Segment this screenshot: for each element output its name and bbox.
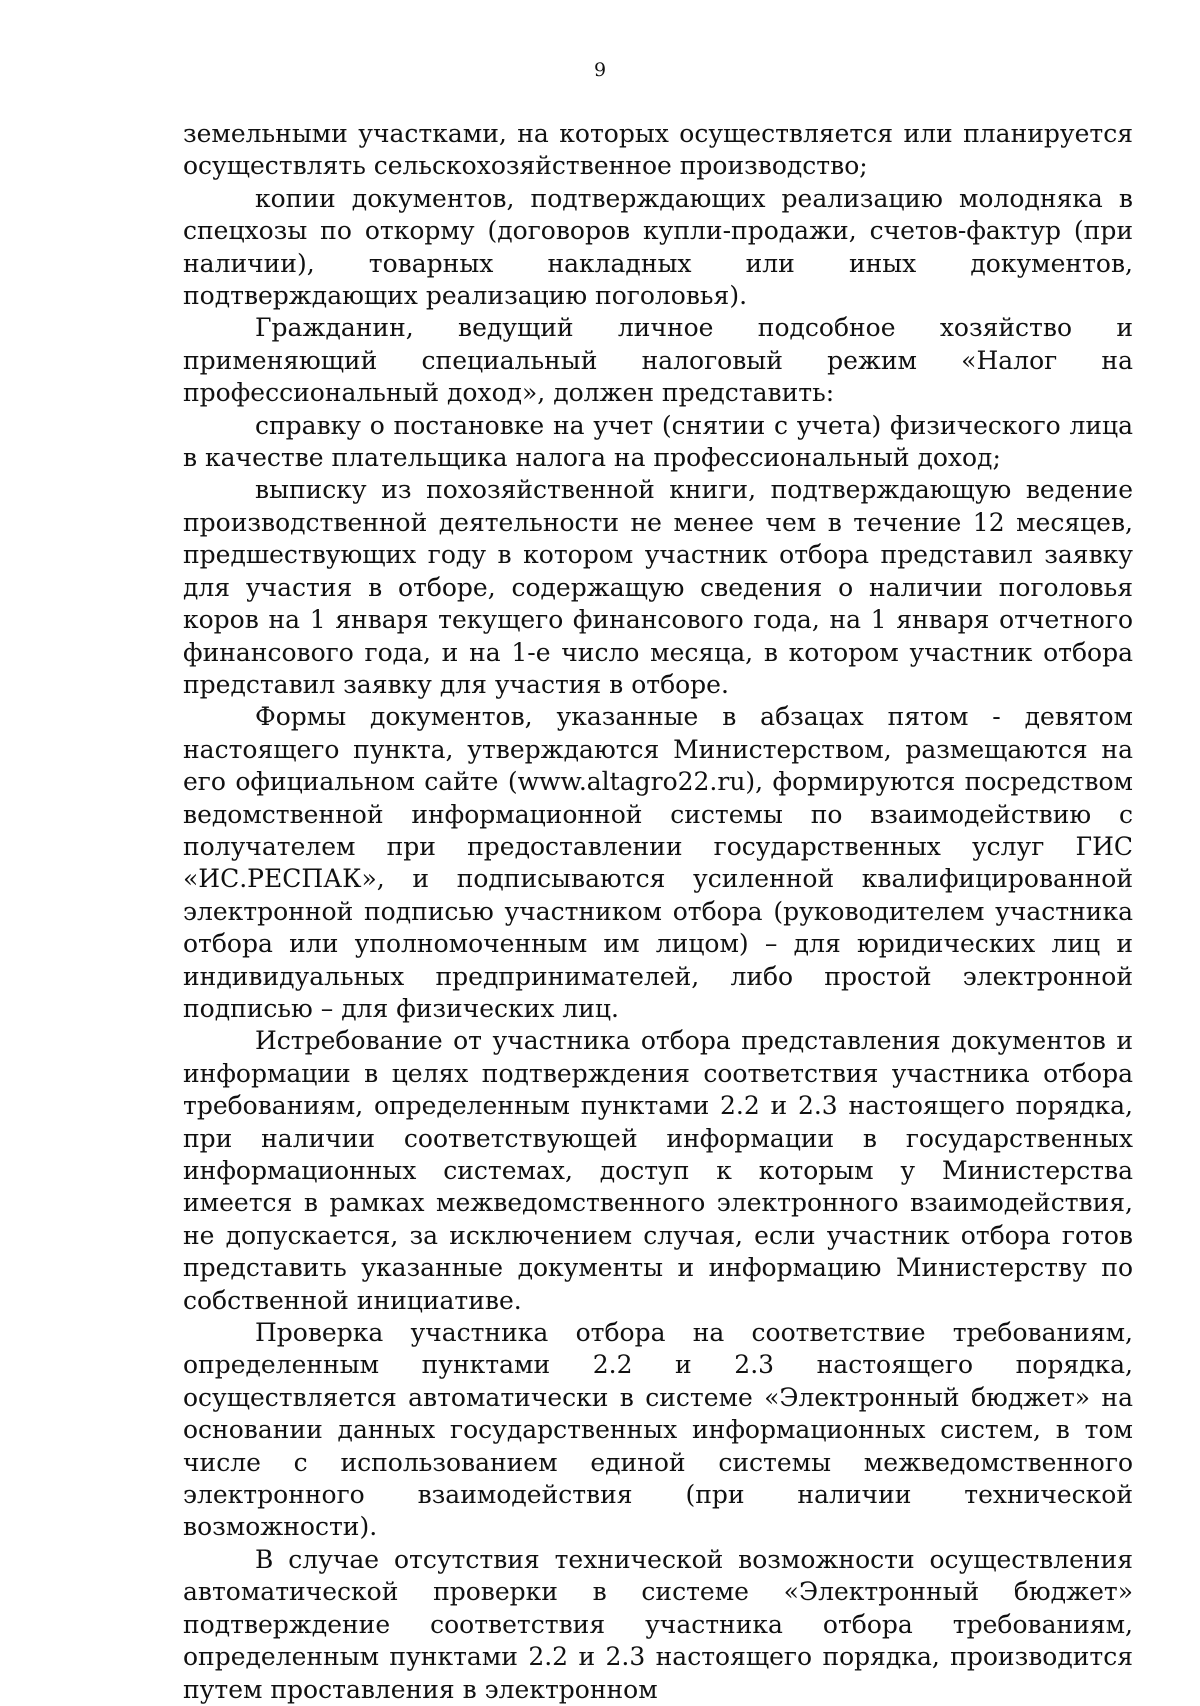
paragraph-no-technical-possibility: В случае отсутствия технической возможности осуществления автоматической проверки в системе «Электронный бюджет» подтверждение соответствия участника отбора требованиям, определенным пунктами 2.2 и 2.3 настоящего порядка, производится путем проставления в электронном [183, 1544, 1133, 1704]
paragraph-automatic-check: Проверка участника отбора на соответствие требованиям, определенным пунктами 2.2 и 2.3 настоящего порядка, осуществляется автоматически в системе «Электронный бюджет» на основании данных государственных информационных систем, в том числе с использованием единой системы межведомственного электронного взаимодействия (при наличии технической возможности). [183, 1318, 1133, 1542]
paragraph-document-forms: Формы документов, указанные в абзацах пятом - девятом настоящего пункта, утверждаются Министерством, размещаются на его официальном сайте (www.altagro22.ru), формируются посредством ведомственной информационной системы по взаимодействию с получателем при предоставлении государственных услуг ГИС «ИС.РЕСПАК», и подписываются усиленной квалифицированной электронной подписью участником отбора (руководителем участника отбора или уполномоченным им лицом) – для юридических лиц и индивидуальных предпринимателей, либо простой электронной подписью – для физических лиц. [183, 702, 1133, 1023]
paragraph-tax-registration-certificate: справку о постановке на учет (снятии с учета) физического лица в качестве плательщика налога на профессиональный доход; [183, 410, 1133, 473]
paragraph-copies-of-documents: копии документов, подтверждающих реализацию молодняка в спецхозы по откорму (договоров купли-продажи, счетов-фактур (при наличии), товарных накладных или иных документов, подтверждающих реализацию поголовья). [183, 183, 1133, 311]
paragraph-citizen-requirements: Гражданин, ведущий личное подсобное хозяйство и применяющий специальный налоговый режим «Налог на профессиональный доход», должен представить: [183, 313, 1133, 408]
paragraph-household-book-extract: выписку из похозяйственной книги, подтверждающую ведение производственной деятельности не менее чем в течение 12 месяцев, предшествующих году в котором участник отбора представил заявку для участия в отборе, содержащую сведения о наличии поголовья коров на 1 января текущего финансового года, на 1 января отчетного финансового года, и на 1-е число месяца, в котором участник отбора представил заявку для участия в отборе. [183, 475, 1133, 699]
document-body [183, 118, 1133, 1706]
paragraph-document-demand: Истребование от участника отбора представления документов и информации в целях подтверждения соответствия участника отбора требованиям, определенным пунктами 2.2 и 2.3 настоящего порядка, при наличии соответствующей информации в государственных информационных системах, доступ к которым у Министерства имеется в рамках межведомственного электронного взаимодействия, не допускается, за исключением случая, если участник отбора готов представить указанные документы и информацию Министерству по собственной инициативе. [183, 1026, 1133, 1315]
paragraph-continued-land-plots: земельными участками, на которых осуществляется или планируется осуществлять сельскохозяйственное производство; [183, 119, 1133, 181]
page-number: 9 [593, 59, 607, 81]
